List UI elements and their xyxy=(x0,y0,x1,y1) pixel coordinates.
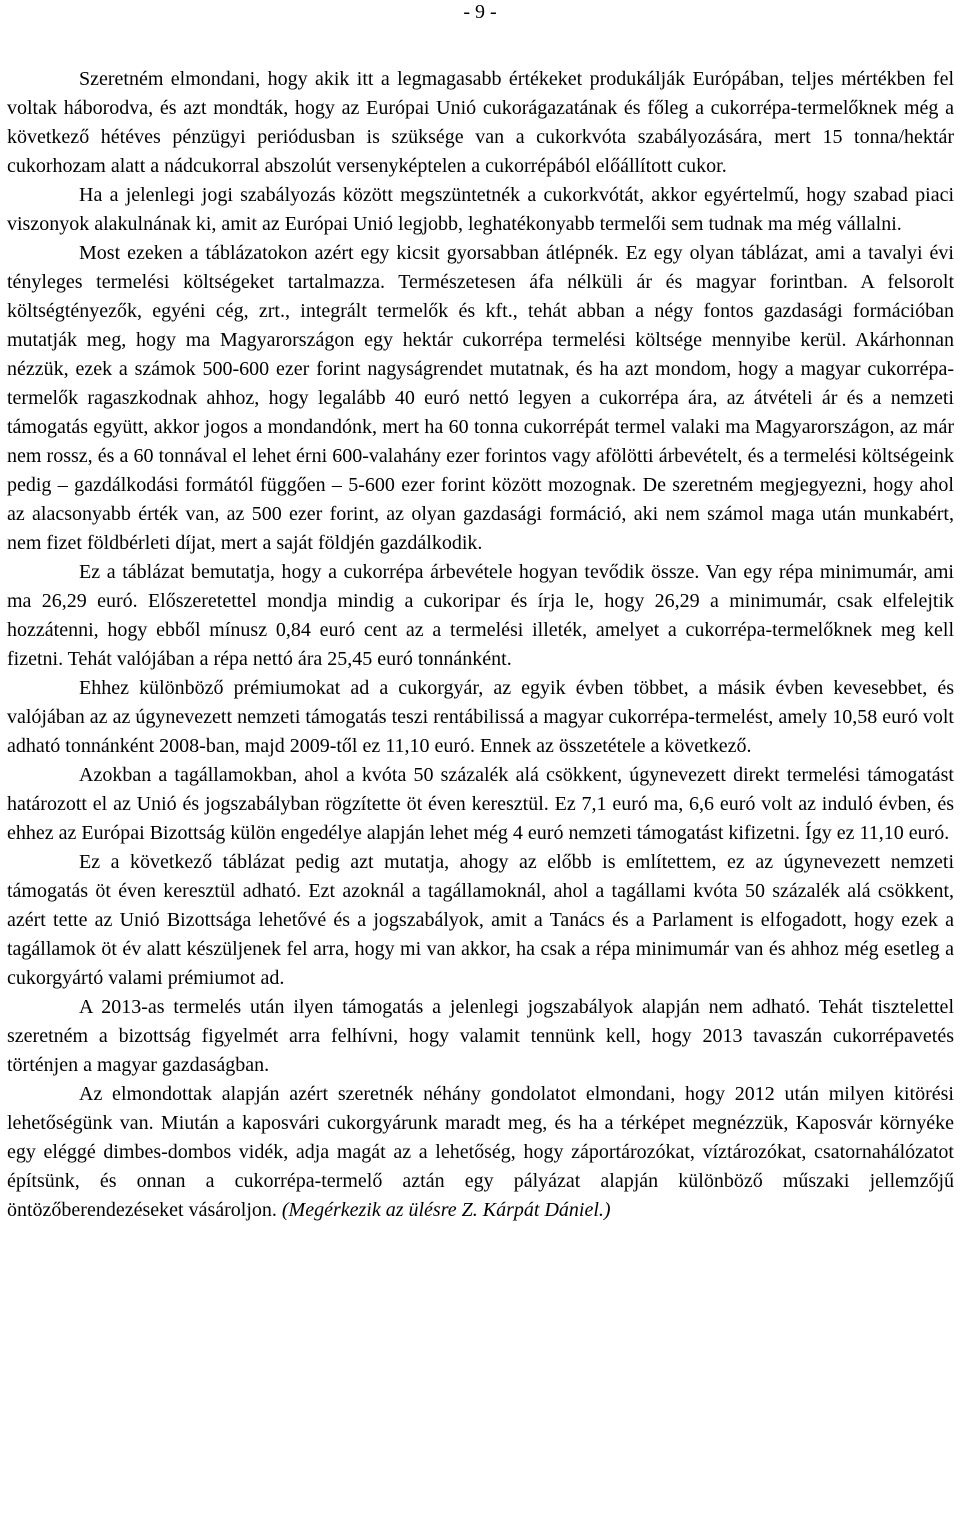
paragraph-9 xyxy=(7,1080,954,1225)
document-body xyxy=(7,65,954,1225)
paragraph-5: Ehhez különböző prémiumokat ad a cukorgyár, az egyik évben többet, a másik évben kevesebbet, és valójában az az úgynevezett nemzeti támogatás teszi rentábilissá a magyar cukorrépa-termelést, amely 10,58 euró volt adható tonnánként 2008-ban, majd 2009-től ez 11,10 euró. Ennek az összetétele a következő. xyxy=(7,677,954,757)
paragraph-1: Szeretném elmondani, hogy akik itt a legmagasabb értékeket produkálják Európában, teljes mértékben fel voltak háborodva, és azt mondták, hogy az Európai Unió cukorágazatának és főleg a cukorrépa-termelőknek még a következő hétéves pénzügyi periódusban is szüksége van a cukorkvóta szabályozására, mert 15 tonna/hektár cukorhozam alatt a nádcukorral abszolút versenyképtelen a cukorrépából előállított cukor. xyxy=(7,68,954,177)
paragraph-9-text: Az elmondottak alapján azért szeretnék néhány gondolatot elmondani, hogy 2012 után milyen kitörési lehetőségünk van. Miután a kaposvári cukorgyárunk maradt meg, és ha a térképet megnézzük, Kaposvár környéke egy eléggé dimbes-dombos vidék, adja magát az a lehetőség, hogy záportározókat, víztározókat, csatornahálózatot építsünk, és onnan a cukorrépa-termelő aztán egy pályázat alapján különböző műszaki jellemzőjű öntözőberendezéseket vásároljon. xyxy=(7,1083,954,1221)
paragraph-8: A 2013-as termelés után ilyen támogatás a jelenlegi jogszabályok alapján nem adható. Tehát tisztelettel szeretném a bizottság figyelmét arra felhívni, hogy valamit tennünk kell, hogy 2013 tavaszán cukorrépavetés történjen a magyar gazdaságban. xyxy=(7,996,954,1076)
stage-direction: (Megérkezik az ülésre Z. Kárpát Dániel.) xyxy=(281,1199,611,1221)
paragraph-4: Ez a táblázat bemutatja, hogy a cukorrépa árbevétele hogyan tevődik össze. Van egy répa minimumár, ami ma 26,29 euró. Előszeretettel mondja mindig a cukoripar és írja le, hogy 26,29 a minimumár, csak elfelejtik hozzátenni, hogy ebből mínusz 0,84 euró cent az a termelési illeték, amelyet a cukorrépa-termelőknek meg kell fizetni. Tehát valójában a répa nettó ára 25,45 euró tonnánként. xyxy=(7,561,954,670)
page-number: - 9 - xyxy=(463,1,497,23)
paragraph-6: Azokban a tagállamokban, ahol a kvóta 50 százalék alá csökkent, úgynevezett direkt termelési támogatást határozott el az Unió és jogszabályban rögzítette öt éven keresztül. Ez 7,1 euró ma, 6,6 euró volt az induló évben, és ehhez az Európai Bizottság külön engedélye alapján lehet még 4 euró nemzeti támogatást kifizetni. Így ez 11,10 euró. xyxy=(7,764,954,844)
paragraph-7: Ez a következő táblázat pedig azt mutatja, ahogy az előbb is említettem, ez az úgynevezett nemzeti támogatás öt éven keresztül adható. Ezt azoknál a tagállamoknál, ahol a tagállami kvóta 50 százalék alá csökkent, azért tette az Unió Bizottsága lehetővé és a jogszabályok, amit a Tanács és a Parlament is elfogadott, hogy ezek a tagállamok öt év alatt készüljenek fel arra, hogy mi van akkor, ha csak a répa minimumár van és ahhoz még esetleg a cukorgyártó valami prémiumot ad. xyxy=(7,851,954,989)
paragraph-2: Ha a jelenlegi jogi szabályozás között megszüntetnék a cukorkvótát, akkor egyértelmű, hogy szabad piaci viszonyok alakulnának ki, amit az Európai Unió legjobb, leghatékonyabb termelői sem tudnak ma még vállalni. xyxy=(7,184,954,235)
paragraph-3: Most ezeken a táblázatokon azért egy kicsit gyorsabban átlépnék. Ez egy olyan táblázat, ami a tavalyi évi tényleges termelési költségeket tartalmazza. Természetesen áfa nélküli ár és magyar forintban. A felsorolt költségtényezők, egyéni cég, zrt., integrált termelők és kft., tehát abban a négy fontos gazdasági formációban mutatják meg, hogy ma Magyarországon egy hektár cukorrépa termelési költsége mennyibe kerül. Akárhonnan nézzük, ezek a számok 500-600 ezer forint nagyságrendet mutatnak, és ha azt mondom, hogy a magyar cukorrépa-termelők ragaszkodnak ahhoz, hogy legalább 40 euró nettó legyen a cukorrépa ára, az átvételi ár és a nemzeti támogatás együtt, akkor jogos a mondandónk, mert ha 60 tonna cukorrépát termel valaki ma Magyarországon, az már nem rossz, és a 60 tonnával el lehet érni 600-valahány ezer forintos vagy afölötti árbevételt, és a termelési költségeink pedig – gazdálkodási formától függően – 5-600 ezer forint között mozognak. De szeretném megjegyezni, hogy ahol az alacsonyabb érték van, az 500 ezer forint, az olyan gazdasági formáció, aki nem számol maga után munkabért, nem fizet földbérleti díjat, mert a saját földjén gazdálkodik. xyxy=(7,242,954,554)
